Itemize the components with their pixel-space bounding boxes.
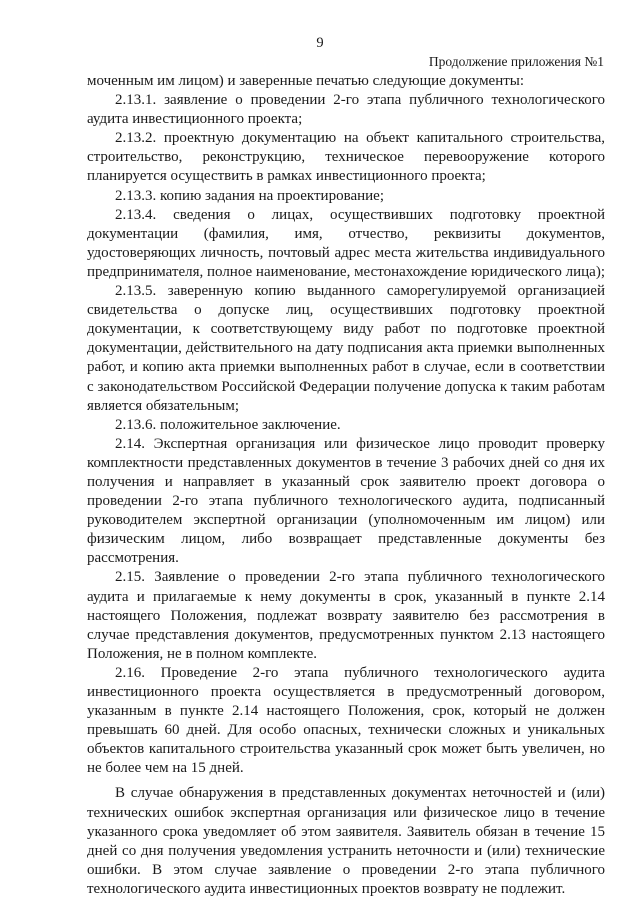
paragraph-continuation: моченным им лицом) и заверенные печатью следующие документы: — [87, 73, 525, 89]
paragraph-2-15: 2.15. Заявление о проведении 2-го этапа публичного технологического аудита и прилагаемые к нему документы в срок, указанный в пункте 2.14 настоящего Положения, подлежат возврату заявителю без рассмотрения в случае представления документов, предусмотренных пунктом 2.13 настоящего Положения, не в полном комплекте. — [87, 569, 605, 662]
appendix-continuation-note: Продолжение приложения №1 — [428, 54, 604, 69]
paragraph-2-14: 2.14. Экспертная организация или физическое лицо проводит проверку комплектности представленных документов в течение 3 рабочих дней со дня их получения и направляет в указанный срок заявителю проект договора о проведении 2-го этапа публичного технологического аудита, подписанный руководителем экспертной организации (уполномоченным им лицом) или физическим лицом, либо возвращает представленные документы без рассмотрения. — [87, 435, 605, 567]
paragraph-errors-notice: В случае обнаружения в представленных документах неточностей и (или) технических ошибок экспертная организация или физическое лицо в течение указанного срока уведомляет об этом заявителя. Заявитель обязан в течение 15 дней со дня получения уведомления устранить неточности и (или) технические ошибки. В этом случае заявление о проведении 2-го этапа публичного технологического аудита инвестиционных проектов возврату не подлежит. — [87, 785, 605, 897]
paragraph-2-16: 2.16. Проведение 2-го этапа публичного технологического аудита инвестиционного проекта осуществляется в предусмотренный договором, указанным в пункте 2.14 настоящего Положения, срок, который не должен превышать 60 дней. Для особо опасных, технически сложных и уникальных объектов капитального строительства указанный срок может быть увеличен, но не более чем на 15 дней. — [87, 664, 605, 777]
paragraph-2-13-3: 2.13.3. копию задания на проектирование; — [115, 187, 385, 204]
paragraph-2-13-4: 2.13.4. сведения о лицах, осуществивших подготовку проектной документации (фамилия, имя, отчество, реквизиты документов, удостоверяющих личность, почтовый адрес места жительства индивидуального предпринимателя, полное наименование, местонахождение юридического лица); — [87, 206, 605, 280]
paragraph-2-13-5: 2.13.5. заверенную копию выданного саморегулируемой организацией свидетельства о допуске лиц, осуществивших подготовку проектной документации, к соответствующему виду работ по подготовке проектной документации, действительного на дату подписания акта приемки выполненных работ, и копию акта приемки выполненных работ в случае, если в соответствии с законодательством Российской Федерации получение допуска к таким работам является обязательным; — [87, 283, 605, 414]
paragraph-2-13-1: 2.13.1. заявление о проведении 2-го этапа публичного технологического аудита инвестиционного проекта; — [87, 92, 605, 128]
paragraph-2-13-6: 2.13.6. положительное заключение. — [115, 416, 341, 433]
page-number: 9 — [316, 35, 324, 51]
paragraph-2-13-2: 2.13.2. проектную документацию на объект капитального строительства, строительство, реконструкцию, техническое перевооружение которого планируется осуществить в рамках инвестиционного проекта; — [87, 130, 605, 185]
document-body — [87, 72, 605, 899]
